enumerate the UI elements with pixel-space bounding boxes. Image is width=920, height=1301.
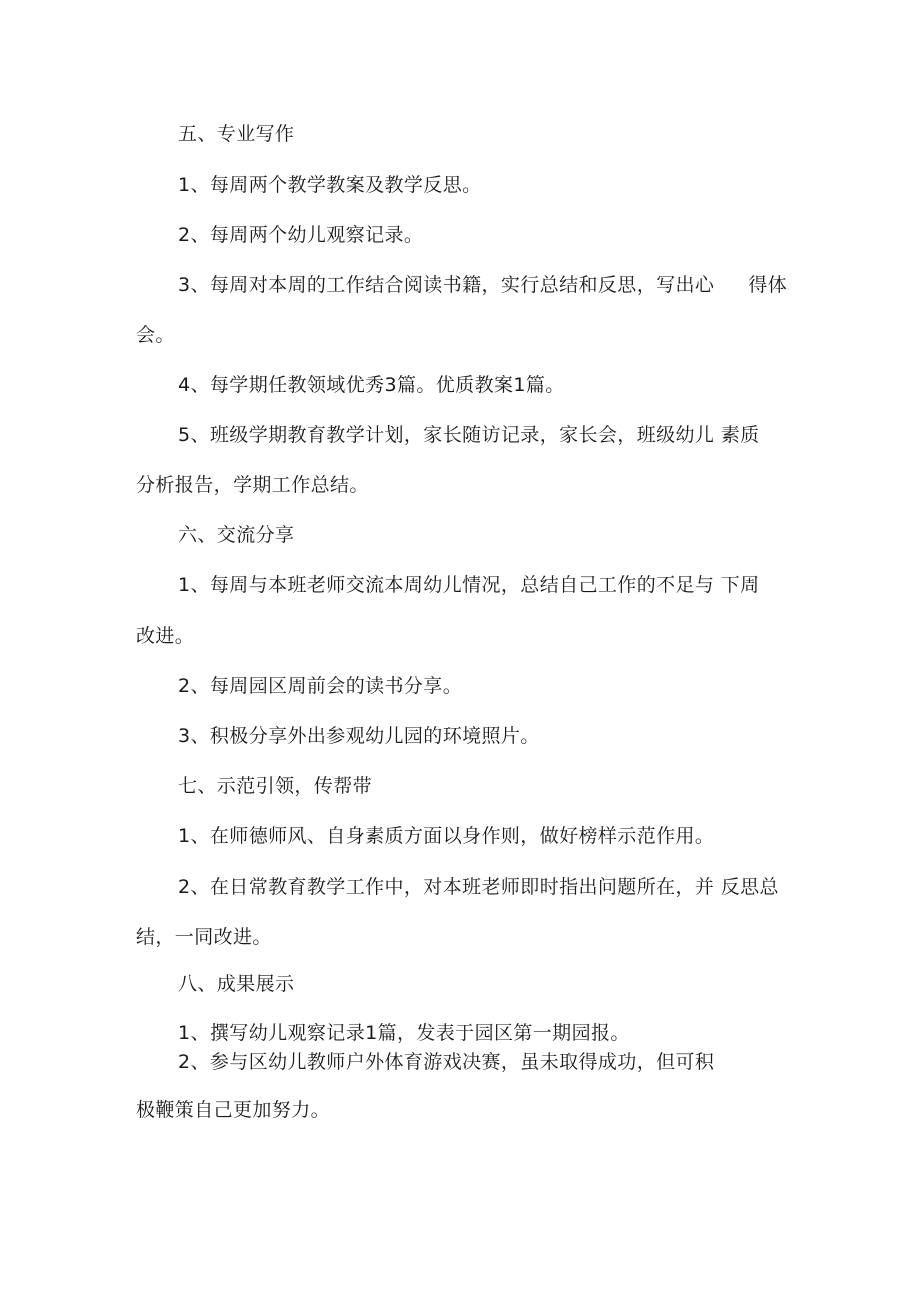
section-heading-8: 八、成果展示 — [178, 973, 295, 995]
list-item: 1、每周两个教学教案及教学反思。 — [178, 174, 482, 196]
list-item: 2、参与区幼儿教师户外体育游戏决赛，虽未取得成功，但可积 — [178, 1051, 715, 1073]
list-item-continuation: 极鞭策自己更加努力。 — [136, 1099, 331, 1121]
list-item: 1、每周与本班老师交流本周幼儿情况，总结自己工作的不足与 下周 — [178, 574, 760, 596]
list-item-text: 得体 — [748, 274, 788, 296]
list-item: 2、每周两个幼儿观察记录。 — [178, 224, 424, 246]
list-item-continuation: 分析报告，学期工作总结。 — [136, 474, 369, 496]
section-heading-5: 五、专业写作 — [178, 123, 295, 145]
list-item: 4、每学期任教领域优秀3篇。优质教案1篇。 — [178, 374, 565, 396]
list-item: 2、每周园区周前会的读书分享。 — [178, 675, 463, 697]
list-item: 3、积极分享外出参观幼儿园的环境照片。 — [178, 725, 540, 747]
list-item: 5、班级学期教育教学计划，家长随访记录，家长会，班级幼儿 素质 — [178, 424, 760, 446]
list-item: 1、在师德师风、自身素质方面以身作则，做好榜样示范作用。 — [178, 825, 715, 847]
list-item-continuation: 会。 — [136, 324, 175, 346]
section-heading-6: 六、交流分享 — [178, 524, 295, 546]
list-item-continuation: 结，一同改进。 — [136, 926, 272, 948]
section-heading-7: 七、示范引领，传帮带 — [178, 775, 373, 797]
list-item-text: 3、每周对本周的工作结合阅读书籍，实行总结和反思，写出心 — [178, 274, 715, 296]
list-item: 1、撰写幼儿观察记录1篇，发表于园区第一期园报。 — [178, 1022, 630, 1044]
list-item-continuation: 改进。 — [136, 625, 195, 647]
list-item-line — [178, 273, 787, 297]
list-item: 2、在日常教育教学工作中，对本班老师即时指出问题所在，并 反思总 — [178, 876, 779, 898]
